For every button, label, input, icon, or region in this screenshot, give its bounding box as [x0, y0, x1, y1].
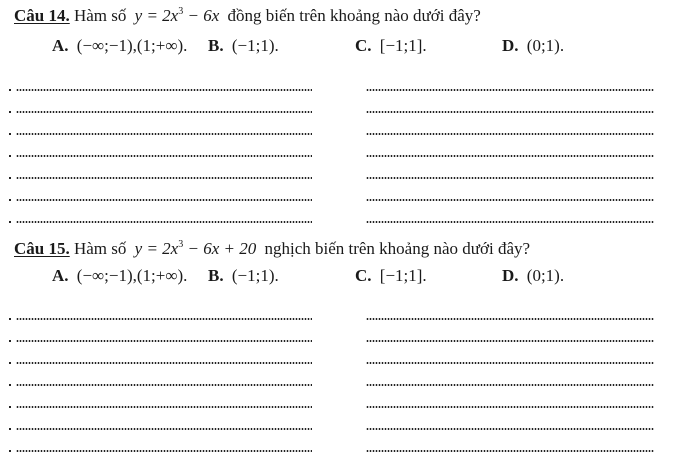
option-a-value: (−∞;−1),(1;+∞). — [76, 266, 188, 285]
line-bullet — [9, 155, 11, 157]
line-bullet — [9, 428, 11, 430]
option-b-value: (−1;1). — [231, 36, 279, 55]
answer-line-right[interactable] — [366, 318, 654, 320]
question-14-tail: đồng biến trên khoảng nào dưới đây? — [227, 6, 481, 25]
option-d-value: (0;1). — [526, 36, 565, 55]
answer-line-left[interactable] — [16, 177, 312, 179]
answer-line-left[interactable] — [16, 340, 312, 342]
function-tail: − 6x — [183, 6, 220, 25]
option-a-letter: A. — [52, 36, 69, 55]
option-c-value: [−1;1]. — [379, 266, 427, 285]
function-base: y = 2x — [134, 6, 179, 25]
line-bullet — [9, 384, 11, 386]
line-bullet — [9, 89, 11, 91]
question-15-tail: nghịch biến trên khoảng nào dưới đây? — [264, 239, 531, 258]
option-c-letter: C. — [355, 36, 372, 55]
line-bullet — [9, 318, 11, 320]
option-a-letter: A. — [52, 266, 69, 285]
answer-line-right[interactable] — [366, 89, 654, 91]
line-bullet — [9, 406, 11, 408]
question-14-stem — [14, 6, 481, 26]
answer-line-left[interactable] — [16, 155, 312, 157]
answer-line-left[interactable] — [16, 450, 312, 452]
option-d-value: (0;1). — [526, 266, 565, 285]
option-c[interactable] — [355, 34, 427, 58]
answer-line-right[interactable] — [366, 111, 654, 113]
option-b[interactable] — [208, 264, 279, 288]
line-bullet — [9, 362, 11, 364]
answer-line-left[interactable] — [16, 89, 312, 91]
answer-line-right[interactable] — [366, 362, 654, 364]
line-bullet — [9, 111, 11, 113]
question-15-intro: Hàm số — [73, 239, 127, 258]
answer-line-left[interactable] — [16, 428, 312, 430]
option-d[interactable] — [502, 264, 564, 288]
question-14-intro: Hàm số — [73, 6, 127, 25]
question-14-function — [135, 6, 220, 25]
answer-line-left[interactable] — [16, 133, 312, 135]
answer-line-left[interactable] — [16, 384, 312, 386]
option-d-letter: D. — [502, 266, 519, 285]
question-14-label: Câu 14. — [14, 6, 70, 25]
answer-line-right[interactable] — [366, 406, 654, 408]
answer-line-right[interactable] — [366, 384, 654, 386]
answer-line-left[interactable] — [16, 318, 312, 320]
option-b-letter: B. — [208, 266, 224, 285]
option-d-letter: D. — [502, 36, 519, 55]
function-tail: − 6x + 20 — [183, 239, 257, 258]
answer-line-right[interactable] — [366, 221, 654, 223]
answer-line-right[interactable] — [366, 133, 654, 135]
option-a[interactable] — [52, 34, 187, 58]
line-bullet — [9, 177, 11, 179]
answer-line-right[interactable] — [366, 177, 654, 179]
line-bullet — [9, 450, 11, 452]
option-c[interactable] — [355, 264, 427, 288]
line-bullet — [9, 340, 11, 342]
line-bullet — [9, 133, 11, 135]
question-14-options — [0, 34, 700, 58]
line-bullet — [9, 199, 11, 201]
option-b-value: (−1;1). — [231, 266, 279, 285]
answer-line-right[interactable] — [366, 428, 654, 430]
answer-line-left[interactable] — [16, 199, 312, 201]
answer-line-left[interactable] — [16, 111, 312, 113]
question-15-stem — [14, 239, 530, 259]
line-bullet — [9, 221, 11, 223]
option-a-value: (−∞;−1),(1;+∞). — [76, 36, 188, 55]
option-b-letter: B. — [208, 36, 224, 55]
option-a[interactable] — [52, 264, 187, 288]
option-c-value: [−1;1]. — [379, 36, 427, 55]
answer-line-left[interactable] — [16, 221, 312, 223]
function-exponent: 3 — [178, 6, 184, 17]
function-exponent: 3 — [178, 239, 184, 250]
answer-line-left[interactable] — [16, 406, 312, 408]
question-15-function — [135, 239, 257, 258]
option-b[interactable] — [208, 34, 279, 58]
question-15-options — [0, 264, 700, 288]
answer-line-right[interactable] — [366, 199, 654, 201]
answer-line-right[interactable] — [366, 450, 654, 452]
question-15-label: Câu 15. — [14, 239, 70, 258]
answer-line-right[interactable] — [366, 155, 654, 157]
answer-line-left[interactable] — [16, 362, 312, 364]
function-base: y = 2x — [134, 239, 179, 258]
answer-line-right[interactable] — [366, 340, 654, 342]
option-d[interactable] — [502, 34, 564, 58]
option-c-letter: C. — [355, 266, 372, 285]
